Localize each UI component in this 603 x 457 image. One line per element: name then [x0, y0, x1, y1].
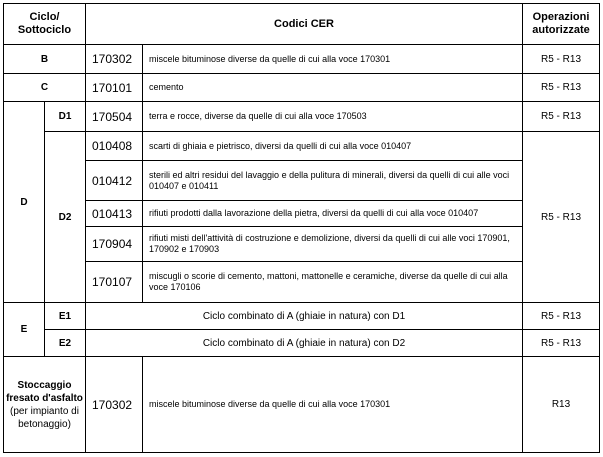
cer-table: [3, 3, 600, 453]
cer-code: 170107: [86, 262, 143, 303]
subciclo-cell: D2: [45, 132, 86, 303]
operations-cell: R5 - R13: [523, 330, 600, 357]
subciclo-cell: E1: [45, 303, 86, 330]
header-codici: Codici CER: [86, 4, 523, 45]
header-operazioni: Operazioni autorizzate: [523, 4, 600, 45]
ciclo-cell: C: [4, 74, 86, 102]
cer-code: 010408: [86, 132, 143, 161]
stoccaggio-note: (per impianto di betonaggio): [10, 405, 79, 430]
table-row: [4, 161, 600, 201]
table-row: [4, 330, 600, 357]
table-row: [4, 262, 600, 303]
table-row: [4, 74, 600, 102]
cer-code: 010413: [86, 201, 143, 227]
ciclo-cell: D: [4, 102, 45, 303]
table-row: [4, 227, 600, 262]
cer-description: sterili ed altri residui del lavaggio e della pulitura di minerali, diversi da quelli di cui alle voci 010407 e 010411: [143, 161, 523, 201]
combined-cycle-cell: Ciclo combinato di A (ghiaie in natura) con D2: [86, 330, 523, 357]
cer-code: 170302: [86, 357, 143, 453]
subciclo-cell: D1: [45, 102, 86, 132]
operations-cell: R5 - R13: [523, 303, 600, 330]
cer-description: miscele bituminose diverse da quelle di cui alla voce 170301: [143, 357, 523, 453]
header-ciclo: Ciclo/ Sottociclo: [4, 4, 86, 45]
operations-cell: R5 - R13: [523, 132, 600, 303]
cer-description: terra e rocce, diverse da quelle di cui alla voce 170503: [143, 102, 523, 132]
table-row: [4, 45, 600, 74]
cer-description: rifiuti prodotti dalla lavorazione della pietra, diversi da quelli di cui alla voce 010407: [143, 201, 523, 227]
cer-description: rifiuti misti dell'attività di costruzione e demolizione, diversi da quelli di cui alle voci 170901, 170902 e 170903: [143, 227, 523, 262]
operations-cell: R5 - R13: [523, 74, 600, 102]
cer-description: scarti di ghiaia e pietrisco, diversi da quelli di cui alla voce 010407: [143, 132, 523, 161]
ciclo-cell: E: [4, 303, 45, 357]
cer-description: miscele bituminose diverse da quelle di cui alla voce 170301: [143, 45, 523, 74]
stoccaggio-title: Stoccaggio fresato d'asfalto: [6, 379, 83, 404]
table-row: [4, 201, 600, 227]
cer-code: 010412: [86, 161, 143, 201]
table-row: [4, 303, 600, 330]
operations-cell: R5 - R13: [523, 45, 600, 74]
cer-description: cemento: [143, 74, 523, 102]
cer-code: 170302: [86, 45, 143, 74]
table-row: [4, 102, 600, 132]
ciclo-cell: B: [4, 45, 86, 74]
cer-code: 170101: [86, 74, 143, 102]
operations-cell: R5 - R13: [523, 102, 600, 132]
table-row: [4, 132, 600, 161]
subciclo-cell: E2: [45, 330, 86, 357]
header-row: [4, 4, 600, 45]
cer-code: 170504: [86, 102, 143, 132]
combined-cycle-cell: Ciclo combinato di A (ghiaie in natura) con D1: [86, 303, 523, 330]
table-row: [4, 357, 600, 453]
operations-cell: R13: [523, 357, 600, 453]
cer-code: 170904: [86, 227, 143, 262]
ciclo-cell: [4, 357, 86, 453]
cer-description: miscugli o scorie di cemento, mattoni, mattonelle e ceramiche, diverse da quelle di cui alla voce 170106: [143, 262, 523, 303]
